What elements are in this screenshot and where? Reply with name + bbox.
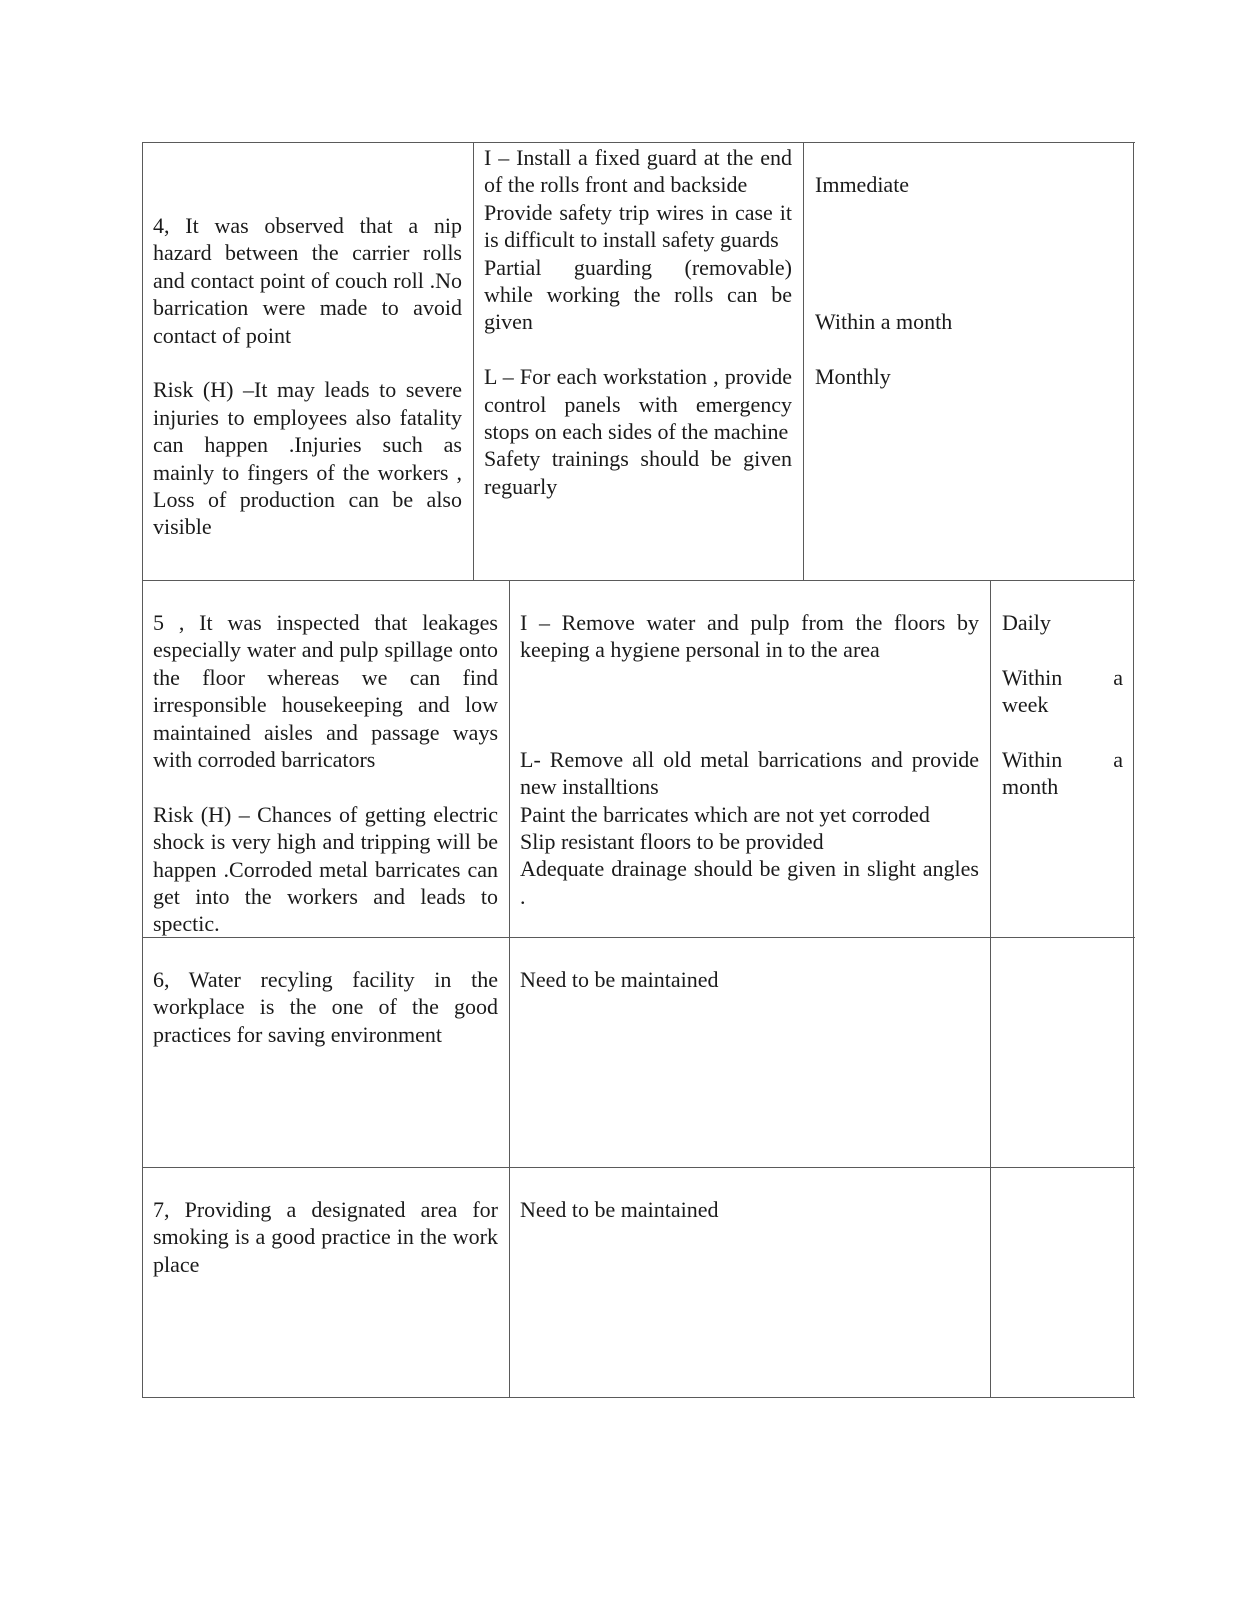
action-cell [520,966,979,993]
action-text: Need to be maintained [520,967,719,992]
action-text: Paint the barricates which are not yet corroded [520,801,930,827]
action-text: Adequate drainage should be given in slight angles . [520,856,979,909]
column-divider [509,580,510,1397]
table-right-border [1133,142,1134,1398]
timeline-text: Within a month [815,309,953,335]
risk-text: Risk (H) – Chances of getting electric shock is very high and tripping will be happen .Corroded metal barricates can get into the workers and leads to spectic. [153,801,498,937]
action-text: L – For each workstation , provide control panels with emergency stops on each sides of the machine [484,364,792,445]
observation-cell [153,212,462,541]
action-cell [520,1196,979,1223]
table-left-border [142,142,143,1398]
action-cell [484,144,792,500]
action-cell [520,609,979,910]
action-text: Partial guarding (removable) while working the rolls can be given [484,254,792,335]
observation-text: 5 , It was inspected that leakages especially water and pulp spillage onto the floor whereas we can find irresponsible housekeeping and low maintained aisles and passage ways with corroded barricators [153,610,498,773]
observation-cell [153,1196,498,1278]
timeline-text: Within a week [1002,664,1123,718]
action-text: I – Remove water and pulp from the floors by keeping a hygiene personal in to the area [520,610,979,663]
column-divider [473,142,474,580]
action-text: Need to be maintained [520,1197,719,1222]
action-text: Slip resistant floors to be provided [520,829,824,855]
observation-text: 4, It was observed that a nip hazard between the carrier rolls and contact point of couch roll .No barrication were made to avoid contact of point [153,213,462,348]
action-text: I – Install a fixed guard at the end of the rolls front and backside [484,145,792,198]
timeline-text: Monthly [815,364,891,390]
action-text: L- Remove all old metal barrications and provide new installtions [520,746,979,800]
action-text: Safety trainings should be given reguarly [484,446,792,499]
table-bottom-border [142,1397,1135,1398]
row-divider [142,580,1135,581]
action-text: Provide safety trip wires in case it is difficult to install safety guards [484,199,792,253]
row-divider [142,1167,1135,1168]
observation-text: 7, Providing a designated area for smoking is a good practice in the work place [153,1197,498,1277]
timeline-cell [1002,609,1123,801]
timeline-text: Daily [1002,610,1051,635]
observation-cell [153,966,498,1048]
column-divider [990,580,991,1397]
risk-text: Risk (H) –It may leads to severe injuries to employees also fatality can happen .Injuries such as mainly to fingers of the workers , Loss of production can be also visible [153,377,462,540]
timeline-cell [815,171,1125,391]
observation-text: 6, Water recyling facility in the workplace is the one of the good practices for saving environment [153,967,498,1047]
column-divider [803,142,804,580]
timeline-text: Within a month [1002,747,1123,800]
observation-cell [153,609,498,938]
timeline-text: Immediate [815,172,910,197]
